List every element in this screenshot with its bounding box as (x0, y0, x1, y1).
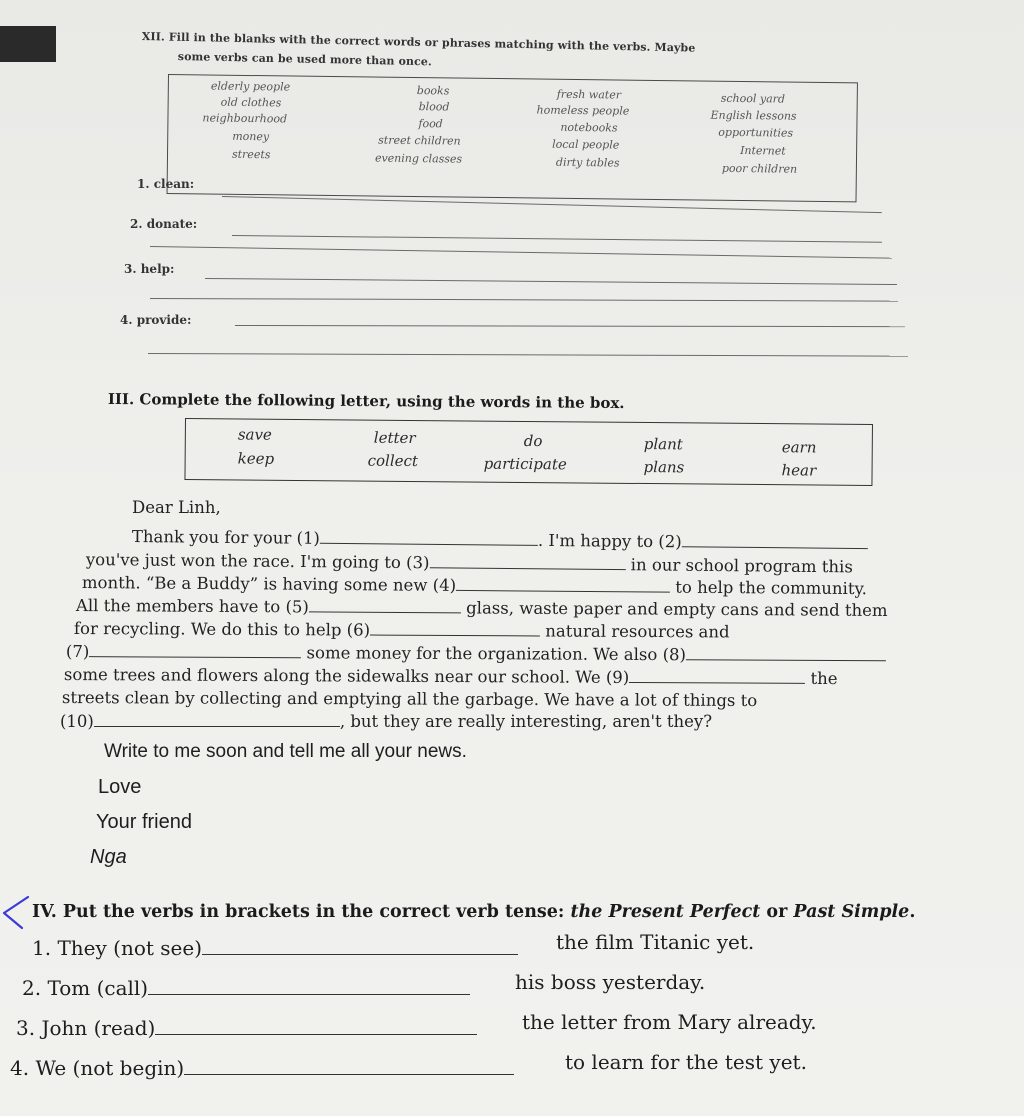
exercise-4-item-1 (32, 936, 518, 960)
title-text: IV. Put the verbs in brackets in the correct verb tense: (32, 902, 571, 922)
word-box-item: hear (781, 461, 817, 480)
exercise-4-item-3 (16, 1016, 477, 1040)
word-box-item: English lessons (710, 108, 797, 123)
title-tense-present-perfect: the Present Perfect (570, 902, 761, 922)
word-box-item: food (418, 117, 443, 131)
word-box-item: save (237, 425, 272, 444)
item-prompt: 4. We (not begin) (10, 1056, 185, 1080)
blank-4[interactable] (456, 576, 670, 593)
binder-tab-mark (0, 26, 56, 62)
letter-signature-name: Nga (90, 846, 127, 868)
blank-7[interactable] (89, 642, 301, 658)
exercise-2-item-help: 3. help: (124, 262, 175, 276)
letter-closing: Write to me soon and tell me all your news. (104, 741, 467, 762)
word-box-item: dirty tables (555, 155, 620, 170)
word-box-item: fresh water (556, 87, 622, 102)
exercise-4-item-3-rest: the letter from Mary already. (522, 1010, 817, 1034)
answer-blank[interactable] (155, 1018, 477, 1035)
item-prompt: 3. John (read) (16, 1016, 156, 1040)
letter-line-8 (62, 688, 757, 710)
letter-text: some money for the organization. We also (8) (301, 643, 687, 665)
blank-10[interactable] (94, 712, 340, 727)
word-box-item: money (232, 129, 270, 144)
check-mark-icon (0, 894, 30, 930)
item-prompt: 1. They (not see) (32, 936, 203, 960)
word-box-item: plans (643, 458, 685, 477)
answer-line[interactable] (148, 353, 908, 357)
letter-text: in our school program this (625, 555, 853, 577)
exercise-4-title (32, 902, 915, 922)
letter-text: month. “Be a Buddy” is having some new (4) (81, 573, 457, 595)
item-prompt: 2. Tom (call) (22, 976, 149, 1000)
letter-text: (10) (60, 712, 94, 731)
exercise-4-item-4 (10, 1056, 514, 1080)
exercise-4-item-1-rest: the film Titanic yet. (556, 930, 755, 954)
exercise-4-item-2 (22, 976, 470, 1000)
letter-text: you've just won the race. I'm going to (3) (85, 550, 430, 573)
word-box-item: local people (552, 137, 620, 152)
answer-blank[interactable] (148, 978, 470, 995)
word-box-item: keep (237, 449, 275, 468)
letter-text: Thank you for your (1) (131, 527, 321, 548)
word-box-item: letter (373, 428, 416, 448)
letter-line-6 (66, 642, 886, 665)
word-box-item: collect (367, 451, 419, 471)
word-box-item: evening classes (374, 151, 463, 166)
word-box-item: poor children (721, 161, 798, 176)
title-tense-past-simple: Past Simple (793, 902, 910, 922)
word-box-item: neighbourhood (202, 111, 288, 126)
letter-line-2 (86, 550, 853, 576)
exercise-4-item-2-rest: his boss yesterday. (515, 970, 706, 994)
answer-blank[interactable] (202, 938, 518, 955)
letter-text: , but they are really interesting, aren't they? (339, 712, 713, 731)
word-box-item: blood (418, 100, 450, 114)
word-box-item: old clothes (220, 95, 282, 110)
word-box-item: do (523, 431, 543, 451)
blank-3[interactable] (429, 553, 625, 570)
letter-text: the (805, 668, 838, 689)
word-box-item: homeless people (536, 103, 630, 118)
answer-line[interactable] (150, 298, 898, 302)
answer-line[interactable] (205, 278, 897, 285)
blank-6[interactable] (370, 621, 540, 637)
letter-line-3 (82, 573, 867, 598)
word-box-item: earn (781, 438, 817, 457)
letter-text: All the members have to (5) (75, 596, 309, 617)
letter-text: some trees and flowers along the sidewalks near our school. We (9) (63, 665, 630, 687)
letter-line-1 (132, 527, 868, 553)
word-box-item: plant (643, 435, 683, 454)
word-box-item: street children (378, 133, 461, 148)
blank-8[interactable] (686, 645, 886, 661)
exercise-2-word-box (167, 74, 858, 202)
exercise-2-item-clean: 1. clean: (137, 177, 195, 191)
word-box-item: opportunities (718, 125, 794, 140)
blank-9[interactable] (629, 668, 805, 684)
letter-your-friend: Your friend (96, 811, 192, 833)
letter-line-5 (74, 619, 730, 641)
blank-2[interactable] (682, 532, 868, 549)
letter-line-7 (64, 665, 838, 688)
letter-text: for recycling. We do this to help (6) (73, 619, 371, 640)
exercise-2-title-line2: some verbs can be used more than once. (177, 50, 433, 69)
letter-text: natural resources and (540, 621, 730, 642)
exercise-3-title: III. Complete the following letter, using the words in the box. (107, 390, 625, 413)
answer-line[interactable] (150, 246, 892, 259)
answer-line[interactable] (235, 325, 905, 327)
word-box-item: participate (483, 454, 567, 474)
letter-text: . I'm happy to (2) (537, 530, 682, 552)
title-text: . (909, 902, 916, 922)
letter-line-4 (76, 596, 888, 620)
word-box-item: books (416, 84, 450, 98)
word-box-item: notebooks (560, 120, 618, 135)
letter-text: to help the community. (670, 577, 867, 599)
letter-text: glass, waste paper and empty cans and send them (460, 598, 888, 620)
word-box-item: elderly people (210, 79, 291, 94)
title-text: or (760, 902, 794, 922)
blank-1[interactable] (320, 529, 538, 546)
letter-text: streets clean by collecting and emptying all the garbage. We have a lot of things to (61, 688, 758, 711)
word-box-item: streets (231, 147, 271, 162)
letter-greeting: Dear Linh, (132, 498, 221, 517)
blank-5[interactable] (309, 597, 461, 613)
exercise-4-item-4-rest: to learn for the test yet. (565, 1050, 807, 1074)
letter-love: Love (98, 776, 142, 798)
letter-text: (7) (65, 642, 90, 662)
exercise-2-title-line1: XII. Fill in the blanks with the correct words or phrases matching with the verbs. Maybe (141, 30, 696, 55)
word-box-item: Internet (740, 143, 786, 158)
exercise-3-word-box (184, 418, 873, 486)
letter-line-9 (60, 712, 712, 731)
word-box-item: school yard (720, 91, 786, 106)
exercise-2-item-donate: 2. donate: (130, 217, 198, 231)
answer-line[interactable] (232, 235, 882, 243)
answer-blank[interactable] (184, 1058, 514, 1075)
exercise-2-item-provide: 4. provide: (120, 313, 192, 327)
